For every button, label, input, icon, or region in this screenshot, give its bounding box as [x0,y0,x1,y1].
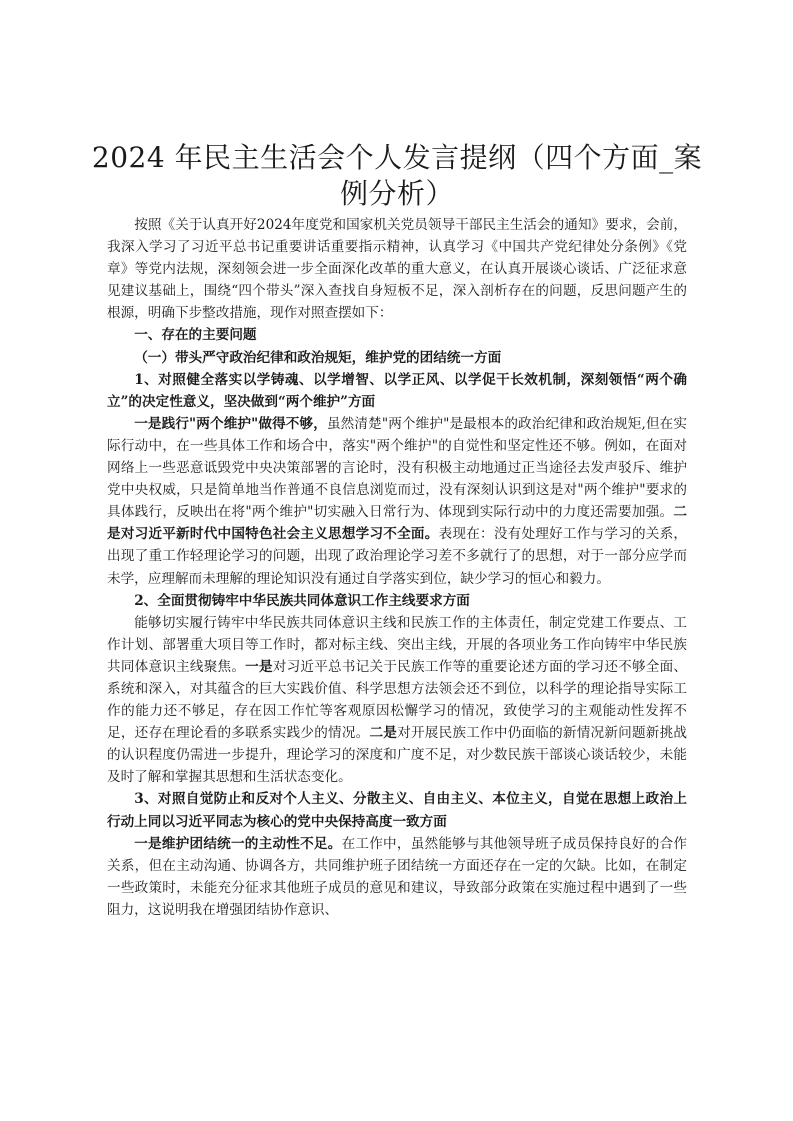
point-lead: 一是维护团结统一的主动性不足。 [134,835,342,852]
point-text: 在工作中，虽然能够与其他领导班子成员保持良好的合作关系，但在主动沟通、协调各方，共同维护班子团结统一方面还存在一定的欠缺。比如，在制定一些政策时，未能充分征求其他班子成员的意见和建议，导致部分政策在实施过程中遇到了一些阻力，这说明我在增强团结协作意识、 [107,835,687,918]
section-heading: 一、存在的主要问题 [134,327,257,344]
item-heading-1: 1、对照健全落实以学铸魂、以学增智、以学正风、以学促干长效机制，深刻领悟“两个确立”的决定性意义，坚决做到“两个维护”方面 [107,371,687,410]
item-heading-2: 2、全面贯彻铸牢中华民族共同体意识工作主线要求方面 [134,592,470,609]
point-text: 对习近平总书记关于民族工作等的重要论述方面的学习还不够全面、系统和深入，对其蕴含的巨大实践价值、科学思想方法领会还不到位，以科学的理论指导实际工作的能力还不够足，存在因工作忙等客观原因松懈学习的情况，致使学习的主观能动性发挥不足，还存在理论看的多联系实践少的情况。 [107,658,688,742]
point-text: 表现在：没有处理好工作与学习的关系，出现了重工作轻理论学习的问题，出现了政治理论学习差不多就行了的思想，对于一部分应学而未学，应理解而未理解的理论知识没有通过自学落实到位，缺少学习的恒心和毅力。 [107,526,688,587]
intro-paragraph: 按照《关于认真开好2024年度党和国家机关党员领导干部民主生活会的通知》要求，会前，我深入学习了习近平总书记重要讲话重要指示精神，认真学习《中国共产党纪律处分条例》《党章》等党内法规，深刻领会进一步全面深化改革的重大意义，在认真开展谈心谈话、广泛征求意见建议基础上，围绕“四个带头”深入查找自身短板不足，深入剖析存在的问题，反思问题产生的根源，明确下步整改措施，现作对照查摆如下： [107,217,687,322]
point-lead: 二是对习近平新时代中国特色社会主义思想学习不全面。 [107,504,687,543]
item-heading-3: 3、对照自觉防止和反对个人主义、分散主义、自由主义、本位主义，自觉在思想上政治上行动上同以习近平同志为核心的党中央保持高度一致方面 [107,791,687,830]
document-title: 2024 年民主生活会个人发言提纲（四个方面_案例分析） [91,141,703,210]
item-body-1 [107,413,687,590]
point-lead: 二是 [369,725,398,742]
document-page [91,140,703,921]
point-lead: 一是 [245,658,273,675]
point-lead: 一是践行"两个维护"做得不够， [134,415,327,432]
point-text: 虽然清楚"两个维护"是最根本的政治纪律和政治规矩,但在实际行动中，在一些具体工作和场合中，落实"两个维护"的自觉性和坚定性还不够。例如，在面对网络上一些恶意诋毁党中央决策部署的言论时，没有积极主动地通过正当途径去发声驳斥、维护党中央权威，只是简单地当作普通不良信息浏览而过，没有深刻认识到这是对"两个维护"要求的具体践行，反映出在将"两个维护"切实融入日常行为、体现到实际行动中的力度还需要加强。 [107,415,687,521]
item-body-2 [107,612,687,789]
point-text: 对开展民族工作中仍面临的新情况新问题新挑战的认识程度仍需进一步提升，理论学习的深度和广度不足，对少数民族干部谈心谈话较少，未能及时了解和掌握其思想和生活状态变化。 [107,725,688,786]
item-body-3 [107,833,687,921]
subsection-heading: （一）带头严守政治纪律和政治规矩，维护党的团结统一方面 [134,349,502,366]
point-text: 能够切实履行铸牢中华民族共同体意识主线和民族工作的主体责任，制定党建工作要点、工作计划、部署重大项目等工作时，都对标主线、突出主线，开展的各项业务工作向铸牢中华民族共同体意识主线聚焦。 [107,614,687,675]
